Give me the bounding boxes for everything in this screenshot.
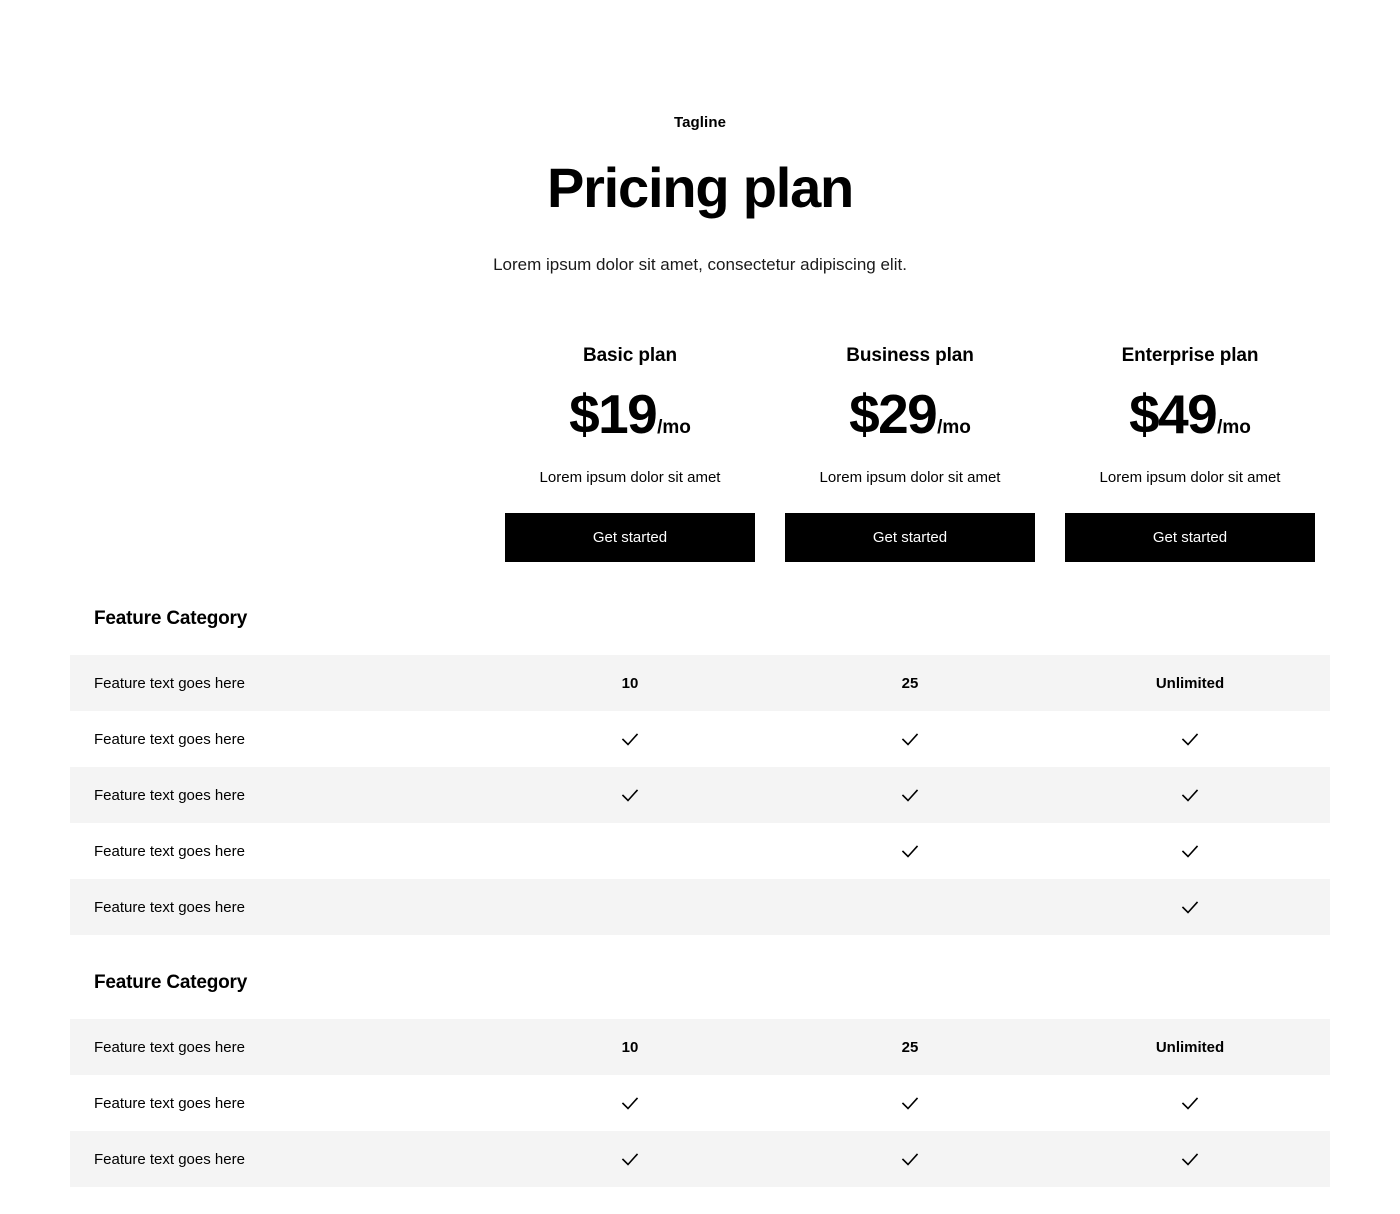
plan-price bbox=[785, 383, 1035, 446]
plan-price-amount: $19 bbox=[569, 383, 657, 446]
feature-value bbox=[490, 728, 770, 750]
plan-price-amount: $49 bbox=[1129, 383, 1217, 446]
plan-price bbox=[505, 383, 755, 446]
feature-group bbox=[70, 608, 1330, 935]
feature-value: Unlimited bbox=[1155, 674, 1225, 692]
feature-value bbox=[1050, 840, 1330, 862]
plan-card-business bbox=[770, 345, 1050, 562]
feature-row bbox=[70, 711, 1330, 767]
feature-value bbox=[770, 1092, 1050, 1114]
get-started-button-enterprise[interactable]: Get started bbox=[1065, 513, 1315, 562]
feature-value bbox=[1050, 1092, 1330, 1114]
feature-label: Feature text goes here bbox=[94, 730, 245, 748]
feature-label: Feature text goes here bbox=[94, 1150, 245, 1168]
feature-value bbox=[1050, 896, 1330, 918]
check-icon bbox=[1179, 728, 1201, 750]
feature-value bbox=[770, 840, 1050, 862]
check-icon bbox=[1179, 896, 1201, 918]
tagline: Tagline bbox=[673, 114, 727, 131]
plan-description: Lorem ipsum dolor sit amet bbox=[1099, 469, 1281, 487]
plan-name: Business plan bbox=[846, 345, 974, 367]
feature-label: Feature text goes here bbox=[94, 674, 245, 692]
check-icon bbox=[899, 1148, 921, 1170]
page-subtitle: Lorem ipsum dolor sit amet, consectetur adipiscing elit. bbox=[493, 255, 907, 275]
check-icon bbox=[619, 784, 641, 806]
check-icon bbox=[1179, 840, 1201, 862]
feature-row bbox=[70, 655, 1330, 711]
feature-value bbox=[770, 784, 1050, 806]
feature-label: Feature text goes here bbox=[94, 1038, 245, 1056]
plan-name: Enterprise plan bbox=[1121, 345, 1259, 367]
feature-value: 10 bbox=[621, 674, 639, 692]
check-icon bbox=[899, 840, 921, 862]
feature-group-title: Feature Category bbox=[94, 972, 248, 994]
feature-label: Feature text goes here bbox=[94, 898, 245, 916]
feature-value: Unlimited bbox=[1155, 1038, 1225, 1056]
check-icon bbox=[899, 1092, 921, 1114]
plan-price-period: /mo bbox=[657, 417, 691, 439]
plan-label-spacer bbox=[70, 345, 490, 562]
plan-name: Basic plan bbox=[582, 345, 678, 367]
feature-value: 25 bbox=[901, 1038, 919, 1056]
check-icon bbox=[1179, 1092, 1201, 1114]
plan-description: Lorem ipsum dolor sit amet bbox=[539, 469, 721, 487]
plan-card-enterprise bbox=[1050, 345, 1330, 562]
feature-row bbox=[70, 767, 1330, 823]
feature-value bbox=[490, 1148, 770, 1170]
get-started-button-business[interactable]: Get started bbox=[785, 513, 1035, 562]
feature-label: Feature text goes here bbox=[94, 1094, 245, 1112]
feature-value bbox=[770, 1148, 1050, 1170]
feature-value: 25 bbox=[901, 674, 919, 692]
feature-value bbox=[1050, 784, 1330, 806]
feature-comparison bbox=[0, 608, 1400, 1187]
plan-price bbox=[1065, 383, 1315, 446]
plan-columns bbox=[0, 345, 1400, 562]
feature-value bbox=[1050, 1148, 1330, 1170]
check-icon bbox=[1179, 784, 1201, 806]
page-header bbox=[0, 0, 1400, 275]
check-icon bbox=[1179, 1148, 1201, 1170]
feature-value: 10 bbox=[621, 1038, 639, 1056]
plan-price-period: /mo bbox=[1217, 417, 1251, 439]
check-icon bbox=[899, 728, 921, 750]
plan-price-period: /mo bbox=[937, 417, 971, 439]
feature-value bbox=[1050, 728, 1330, 750]
check-icon bbox=[619, 1148, 641, 1170]
feature-group bbox=[70, 972, 1330, 1187]
page-title: Pricing plan bbox=[546, 156, 854, 219]
feature-row bbox=[70, 1131, 1330, 1187]
feature-label: Feature text goes here bbox=[94, 842, 245, 860]
plan-card-basic bbox=[490, 345, 770, 562]
plan-price-amount: $29 bbox=[849, 383, 937, 446]
feature-value bbox=[490, 784, 770, 806]
feature-row bbox=[70, 823, 1330, 879]
feature-row bbox=[70, 879, 1330, 935]
check-icon bbox=[619, 728, 641, 750]
feature-row bbox=[70, 1075, 1330, 1131]
feature-label: Feature text goes here bbox=[94, 786, 245, 804]
plan-description: Lorem ipsum dolor sit amet bbox=[819, 469, 1001, 487]
check-icon bbox=[619, 1092, 641, 1114]
feature-group-title: Feature Category bbox=[94, 608, 248, 630]
get-started-button-basic[interactable]: Get started bbox=[505, 513, 755, 562]
check-icon bbox=[899, 784, 921, 806]
feature-value bbox=[770, 728, 1050, 750]
feature-row bbox=[70, 1019, 1330, 1075]
feature-value bbox=[490, 1092, 770, 1114]
